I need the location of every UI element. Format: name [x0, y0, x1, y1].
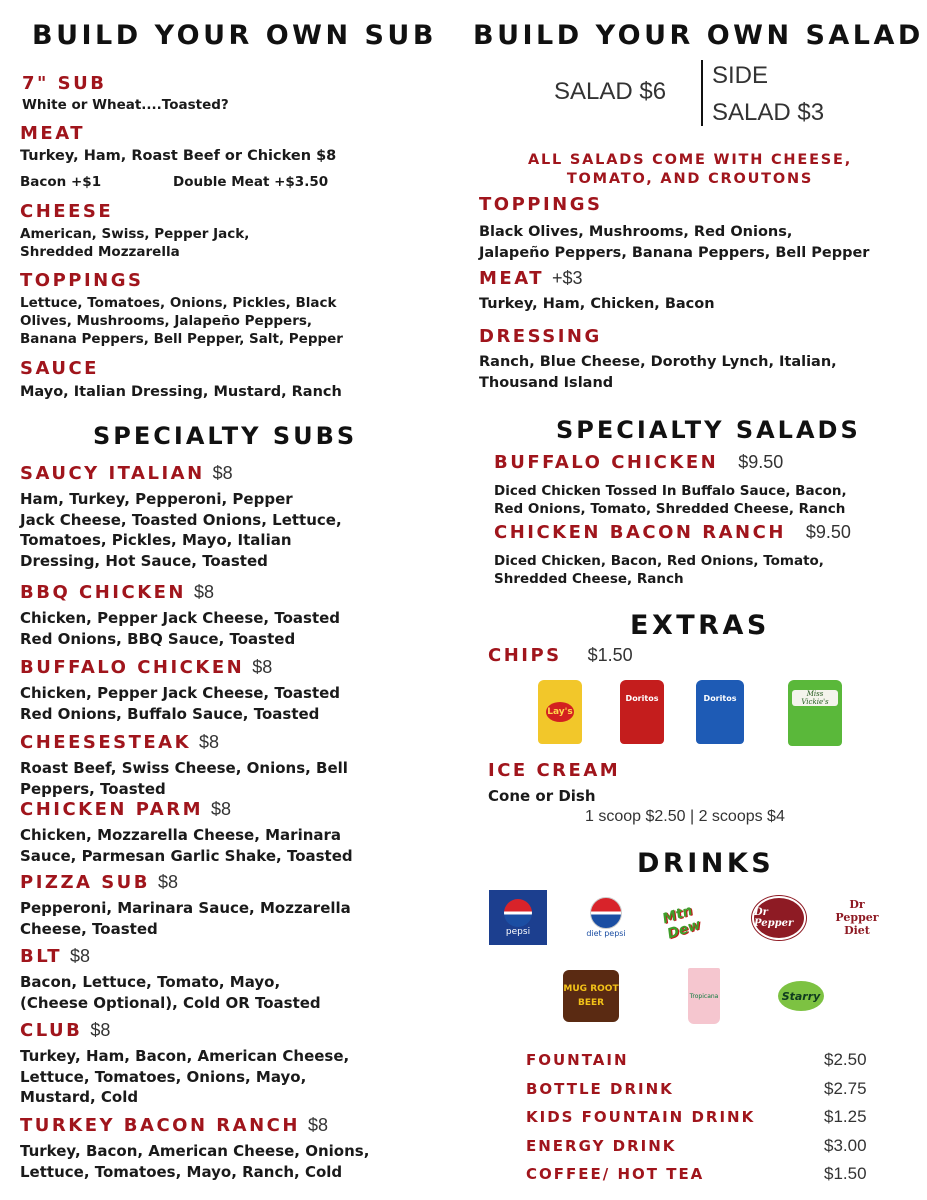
chips-price: $1.50	[587, 645, 633, 665]
specialty-sub-item	[20, 946, 90, 967]
drink-price: $1.25	[824, 1107, 867, 1126]
specialty-sub-desc-line: Chicken, Pepper Jack Cheese, Toasted	[20, 609, 341, 627]
specialty-sub-item	[20, 799, 231, 820]
specialty-sub-desc-line: Cheese, Toasted	[20, 919, 158, 938]
specialty-sub-price: $8	[307, 1115, 328, 1135]
specialty-salad-desc-line: Shredded Cheese, Ranch	[494, 570, 684, 587]
salad-toppings-line-1: Black Olives, Mushrooms, Red Onions,	[479, 224, 793, 240]
specialty-salads-title: SPECIALTY SALADS	[556, 416, 861, 444]
specialty-sub-price: $8	[252, 657, 273, 677]
tropicana-label: Tropicana	[689, 992, 719, 1000]
salad-meat-header	[479, 268, 583, 289]
specialty-sub-desc-line: Chicken, Pepper Jack Cheese, Toasted	[20, 684, 341, 702]
specialty-sub-price: $8	[90, 1020, 111, 1040]
sub-toppings-header: TOPPINGS	[20, 270, 144, 291]
specialty-salad-price: $9.50	[738, 452, 784, 472]
starry-logo	[776, 976, 826, 1016]
sub-meat-double: Double Meat +$3.50	[173, 174, 329, 190]
drink-row	[526, 1136, 871, 1155]
chips-label: CHIPS	[488, 645, 562, 666]
specialty-sub-name: BBQ CHICKEN	[20, 582, 186, 603]
sub-sauce-items: Mayo, Italian Dressing, Mustard, Ranch	[20, 384, 342, 400]
salad-meat-price: +$3	[552, 268, 583, 288]
specialty-sub-item	[20, 582, 214, 603]
sub-toppings-line-2: Olives, Mushrooms, Jalapeño Peppers,	[20, 313, 313, 329]
pepsi-logo	[489, 890, 547, 945]
specialty-sub-desc-line: Red Onions, BBQ Sauce, Toasted	[20, 629, 296, 648]
specialty-salad-desc-line: Diced Chicken, Bacon, Red Onions, Tomato,	[494, 553, 824, 569]
mug-root-beer-logo	[563, 970, 619, 1022]
sub-toppings-line-1: Lettuce, Tomatoes, Onions, Pickles, Black	[20, 295, 337, 311]
specialty-sub-desc-line: (Cheese Optional), Cold OR Toasted	[20, 993, 321, 1012]
specialty-sub-desc-line: Sauce, Parmesan Garlic Shake, Toasted	[20, 846, 353, 865]
specialty-sub-name: CHICKEN PARM	[20, 799, 203, 820]
specialty-sub-name: CHEESESTEAK	[20, 732, 192, 753]
specialty-sub-name: CLUB	[20, 1020, 83, 1041]
icecream-header: ICE CREAM	[488, 760, 621, 781]
sub-sauce-header: SAUCE	[20, 358, 99, 379]
drinks-title: DRINKS	[637, 848, 775, 879]
specialty-sub-name: PIZZA SUB	[20, 872, 150, 893]
starry-label: Starry	[778, 981, 824, 1011]
icecream-note: Cone or Dish	[488, 787, 596, 805]
salad-price: SALAD $6	[554, 78, 667, 105]
specialty-sub-desc-line: Pepperoni, Marinara Sauce, Mozzarella	[20, 899, 351, 917]
drink-row	[526, 1164, 871, 1183]
drink-row	[526, 1107, 871, 1126]
icecream-prices: 1 scoop $2.50 | 2 scoops $4	[585, 808, 785, 825]
doritos-blue-logo: Doritos	[703, 694, 737, 703]
sub-size-note: White or Wheat....Toasted?	[22, 97, 229, 113]
specialty-sub-name: TURKEY BACON RANCH	[20, 1115, 300, 1136]
specialty-salad-price: $9.50	[805, 522, 851, 542]
specialty-sub-name: BUFFALO CHICKEN	[20, 657, 245, 678]
sub-size-header: 7" SUB	[22, 73, 107, 94]
salad-note	[480, 151, 900, 189]
lays-chips-icon	[538, 680, 582, 744]
specialty-sub-item	[20, 872, 178, 893]
specialty-sub-desc-line: Roast Beef, Swiss Cheese, Onions, Bell	[20, 759, 348, 777]
extras-title: EXTRAS	[630, 610, 770, 641]
salad-toppings-line-2: Jalapeño Peppers, Banana Peppers, Bell Pepper	[479, 245, 870, 261]
salad-dressing-line-2: Thousand Island	[479, 375, 614, 391]
diet-pepsi-logo	[585, 890, 627, 945]
pepsi-globe-icon	[504, 899, 532, 927]
specialty-sub-desc-line: Lettuce, Tomatoes, Onions, Mayo,	[20, 1067, 307, 1086]
drink-price: $2.50	[824, 1050, 867, 1069]
doritos-ranch-chips-icon	[696, 680, 744, 744]
specialty-sub-desc-line: Lettuce, Tomatoes, Mayo, Ranch, Cold	[20, 1162, 343, 1181]
build-sub-title: BUILD YOUR OWN SUB	[32, 20, 437, 51]
side-salad-price: SALAD $3	[712, 99, 825, 126]
drink-row	[526, 1079, 871, 1098]
doritos-red-logo: Doritos	[625, 694, 659, 703]
specialty-salad-item	[494, 452, 783, 473]
drink-name: BOTTLE DRINK	[526, 1079, 674, 1098]
specialty-sub-item	[20, 732, 219, 753]
specialty-salad-desc-line: Red Onions, Tomato, Shredded Cheese, Ranch	[494, 500, 846, 517]
salad-dressing-header: DRESSING	[479, 326, 602, 347]
sub-toppings-line-3: Banana Peppers, Bell Pepper, Salt, Pepper	[20, 331, 343, 347]
specialty-subs-title: SPECIALTY SUBS	[93, 422, 358, 450]
salad-meat-label: MEAT	[479, 268, 545, 289]
sub-cheese-line-2: Shredded Mozzarella	[20, 244, 180, 260]
specialty-salad-desc-line: Diced Chicken Tossed In Buffalo Sauce, Bacon,	[494, 483, 847, 499]
mtn-dew-logo	[660, 896, 724, 943]
build-salad-title: BUILD YOUR OWN SALAD	[473, 20, 924, 51]
specialty-sub-desc-line: Dressing, Hot Sauce, Toasted	[20, 551, 268, 570]
specialty-sub-price: $8	[199, 732, 220, 752]
diet-dr-pepper-label: Dr Pepper Diet	[835, 897, 879, 937]
tropicana-lemonade-logo	[688, 968, 720, 1024]
lays-logo: Lay's	[546, 702, 574, 722]
specialty-sub-price: $8	[212, 463, 233, 483]
specialty-sub-item	[20, 463, 233, 484]
pepsi-label: pepsi	[505, 926, 531, 937]
drink-row	[526, 1050, 871, 1069]
diet-pepsi-label: diet pepsi	[586, 929, 626, 938]
specialty-sub-desc-line: Turkey, Bacon, American Cheese, Onions,	[20, 1142, 370, 1160]
sub-meat-items: Turkey, Ham, Roast Beef or Chicken $8	[20, 148, 337, 164]
specialty-sub-item	[20, 1020, 110, 1041]
drink-name: ENERGY DRINK	[526, 1136, 677, 1155]
salad-toppings-header: TOPPINGS	[479, 194, 603, 215]
specialty-sub-desc-line: Tomatoes, Pickles, Mayo, Italian	[20, 531, 292, 549]
specialty-sub-desc-line: Ham, Turkey, Pepperoni, Pepper	[20, 490, 293, 508]
specialty-sub-desc-line: Turkey, Ham, Bacon, American Cheese,	[20, 1047, 350, 1065]
dr-pepper-label: Dr Pepper	[754, 907, 794, 929]
mtn-dew-label: Mtn Dew	[660, 902, 703, 943]
specialty-sub-desc-line: Chicken, Mozzarella Cheese, Marinara	[20, 826, 342, 844]
specialty-sub-price: $8	[158, 872, 179, 892]
specialty-sub-desc-line: Red Onions, Buffalo Sauce, Toasted	[20, 704, 320, 723]
drink-price: $3.00	[824, 1135, 867, 1155]
salad-meat-items: Turkey, Ham, Chicken, Bacon	[479, 296, 715, 312]
sub-cheese-header: CHEESE	[20, 201, 114, 222]
drink-name: FOUNTAIN	[526, 1051, 629, 1069]
doritos-nacho-chips-icon	[620, 680, 664, 744]
miss-vickies-chips-icon	[788, 680, 842, 746]
drink-price: $1.50	[824, 1164, 867, 1183]
sub-cheese-line-1: American, Swiss, Pepper Jack,	[20, 226, 250, 242]
specialty-sub-item	[20, 657, 272, 678]
specialty-sub-desc-line: Jack Cheese, Toasted Onions, Lettuce,	[20, 510, 342, 529]
side-salad-label: SIDE	[712, 62, 769, 89]
drink-name: KIDS FOUNTAIN DRINK	[526, 1108, 756, 1126]
mug-root-beer-label: MUG ROOT BEER	[563, 984, 619, 1008]
drink-price: $2.75	[824, 1078, 867, 1098]
salad-dressing-line-1: Ranch, Blue Cheese, Dorothy Lynch, Italian,	[479, 354, 837, 370]
specialty-salad-name: BUFFALO CHICKEN	[494, 452, 719, 473]
specialty-salad-item	[494, 522, 851, 543]
chips-header	[488, 645, 633, 666]
specialty-sub-price: $8	[194, 582, 215, 602]
salad-note-line-1: ALL SALADS COME WITH CHEESE,	[527, 152, 853, 168]
specialty-sub-desc-line: Peppers, Toasted	[20, 779, 166, 798]
specialty-salad-name: CHICKEN BACON RANCH	[494, 522, 786, 543]
specialty-sub-desc-line: Mustard, Cold	[20, 1088, 139, 1106]
salad-note-line-2: TOMATO, AND CROUTONS	[566, 171, 814, 187]
specialty-sub-desc-line: Bacon, Lettuce, Tomato, Mayo,	[20, 973, 281, 991]
sub-meat-bacon: Bacon +$1	[20, 174, 102, 190]
miss-vickies-logo: Miss Vickie's	[792, 690, 838, 706]
sub-meat-header: MEAT	[20, 123, 86, 144]
specialty-sub-item	[20, 1115, 328, 1136]
specialty-sub-price: $8	[211, 799, 232, 819]
salad-price-divider	[701, 60, 703, 126]
diet-pepsi-globe-icon	[590, 897, 622, 929]
specialty-sub-name: SAUCY ITALIAN	[20, 463, 205, 484]
specialty-sub-price: $8	[70, 946, 91, 966]
diet-dr-pepper-logo	[826, 888, 888, 946]
dr-pepper-logo	[752, 896, 806, 940]
specialty-sub-name: BLT	[20, 946, 62, 967]
drink-name: COFFEE/ HOT TEA	[526, 1165, 705, 1183]
